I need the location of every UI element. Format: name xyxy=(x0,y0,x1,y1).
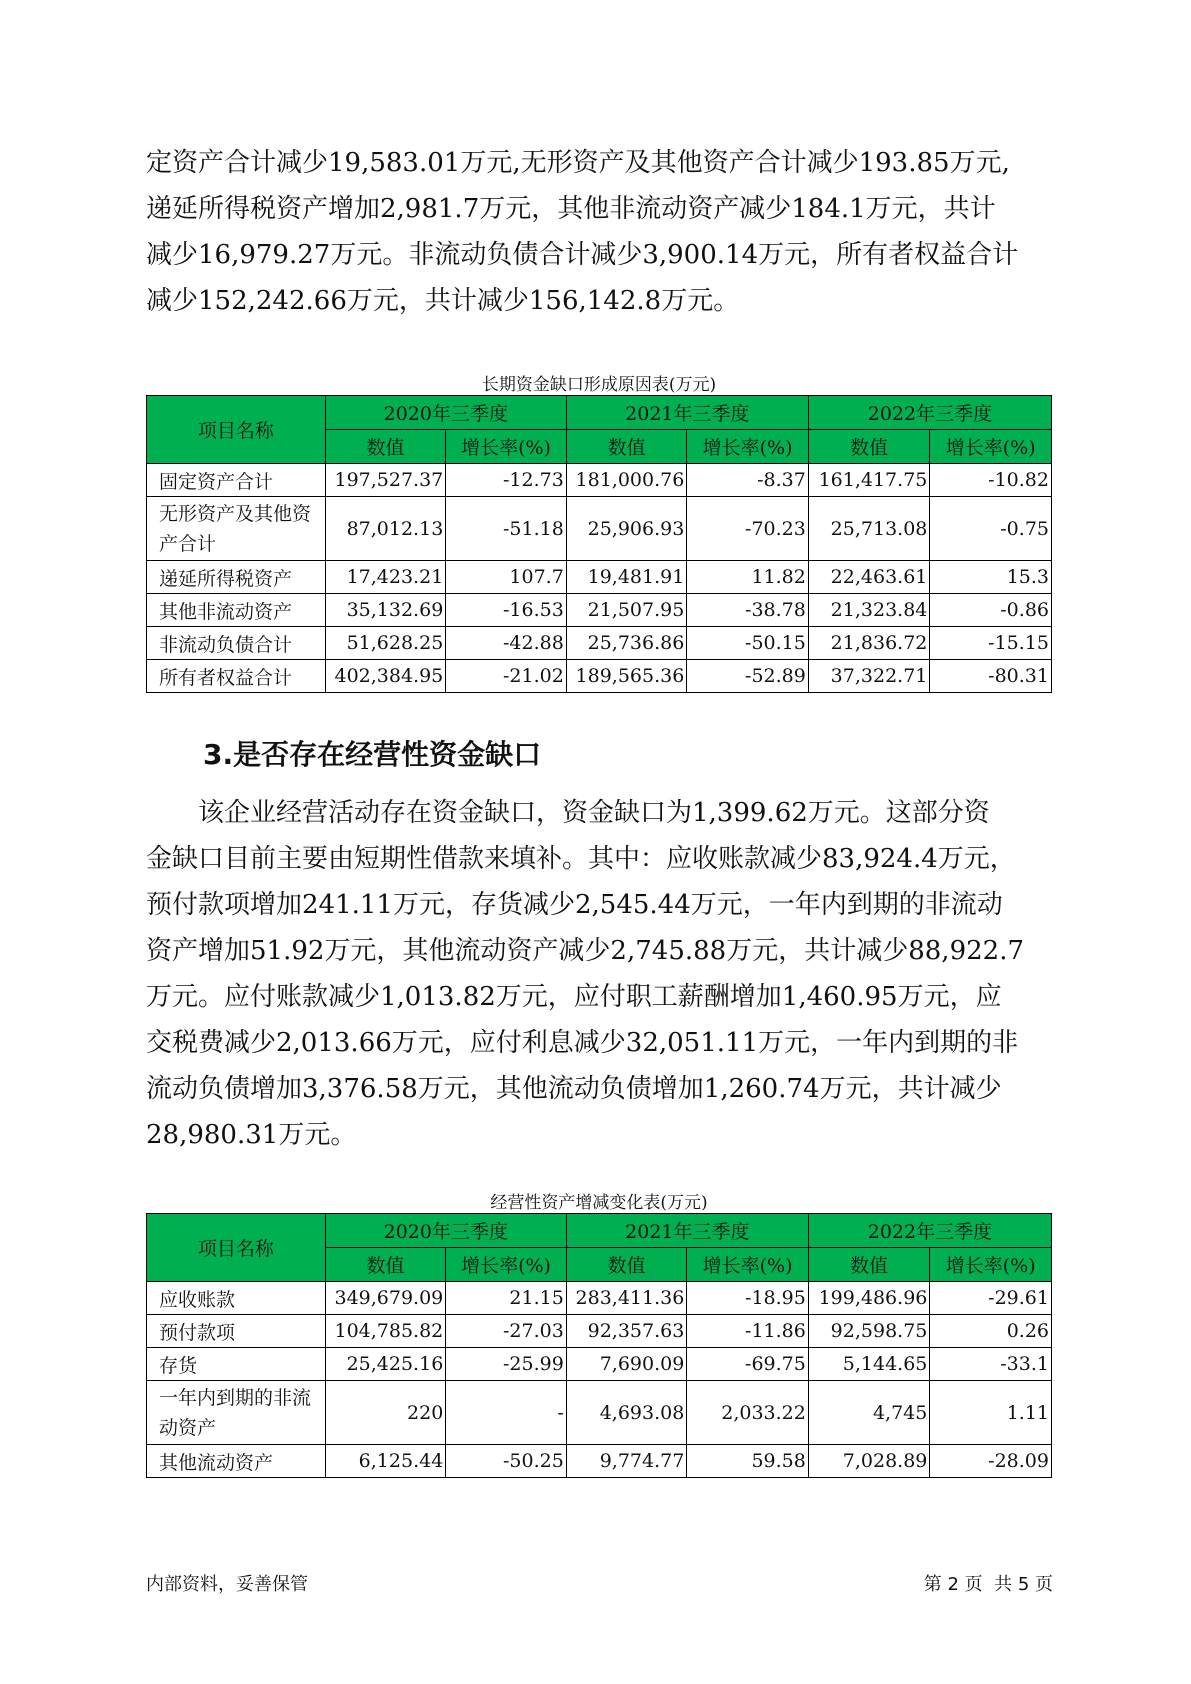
cell-rate: 11.82 xyxy=(687,561,809,594)
header-value: 数值 xyxy=(566,1248,687,1282)
paragraph-line: 资产增加51.92万元，其他流动资产减少2,745.88万元，共计减少88,922.7 xyxy=(146,936,1024,966)
cell-rate: -33.1 xyxy=(930,1348,1052,1381)
cell-value: 4,745 xyxy=(808,1381,930,1445)
cell-rate: 59.58 xyxy=(687,1445,809,1478)
table-row xyxy=(147,561,1052,594)
header-item-name: 项目名称 xyxy=(147,396,326,464)
cell-value: 5,144.65 xyxy=(808,1348,930,1381)
cell-rate: -27.03 xyxy=(446,1315,567,1348)
paragraph-line: 金缺口目前主要由短期性借款来填补。其中：应收账款减少83,924.4万元， xyxy=(146,844,1016,874)
row-name: 预付款项 xyxy=(147,1315,326,1348)
row-name: 非流动负债合计 xyxy=(147,627,326,660)
header-growth-rate: 增长率(%) xyxy=(446,1248,567,1282)
header-year-2022: 2022年三季度 xyxy=(808,396,1051,430)
header-growth-rate: 增长率(%) xyxy=(687,430,809,464)
cell-value: 25,713.08 xyxy=(808,497,930,561)
table-row xyxy=(147,1445,1052,1478)
cell-rate: -21.02 xyxy=(446,660,567,693)
cell-value: 51,628.25 xyxy=(325,627,446,660)
header-year-2021: 2021年三季度 xyxy=(566,396,808,430)
cell-rate: 21.15 xyxy=(446,1282,567,1315)
row-name: 所有者权益合计 xyxy=(147,660,326,693)
cell-rate: -50.25 xyxy=(446,1445,567,1478)
cell-value: 35,132.69 xyxy=(325,594,446,627)
cell-value: 21,836.72 xyxy=(808,627,930,660)
cell-value: 283,411.36 xyxy=(566,1282,687,1315)
cell-value: 199,486.96 xyxy=(808,1282,930,1315)
table-row xyxy=(147,1381,1052,1445)
header-growth-rate: 增长率(%) xyxy=(930,430,1052,464)
cell-value: 87,012.13 xyxy=(325,497,446,561)
paragraph-line: 递延所得税资产增加2,981.7万元，其他非流动资产减少184.1万元，共计 xyxy=(146,194,996,224)
cell-rate: 1.11 xyxy=(930,1381,1052,1445)
header-value: 数值 xyxy=(808,430,930,464)
cell-value: 197,527.37 xyxy=(325,464,446,497)
row-name: 存货 xyxy=(147,1348,326,1381)
paragraph-line: 减少152,242.66万元，共计减少156,142.8万元。 xyxy=(146,286,740,316)
cell-value: 161,417.75 xyxy=(808,464,930,497)
paragraph-line: 流动负债增加3,376.58万元，其他流动负债增加1,260.74万元，共计减少 xyxy=(146,1074,1002,1104)
cell-rate: -0.75 xyxy=(930,497,1052,561)
table-row xyxy=(147,1315,1052,1348)
cell-value: 4,693.08 xyxy=(566,1381,687,1445)
header-value: 数值 xyxy=(325,430,446,464)
cell-value: 104,785.82 xyxy=(325,1315,446,1348)
paragraph-line: 定资产合计减少19,583.01万元,无形资产及其他资产合计减少193.85万元, xyxy=(146,148,1010,178)
header-growth-rate: 增长率(%) xyxy=(687,1248,809,1282)
cell-rate: -80.31 xyxy=(930,660,1052,693)
cell-rate: -70.23 xyxy=(687,497,809,561)
paragraph-line: 减少16,979.27万元。非流动负债合计减少3,900.14万元，所有者权益合计 xyxy=(146,240,1019,270)
header-value: 数值 xyxy=(566,430,687,464)
cell-value: 92,357.63 xyxy=(566,1315,687,1348)
row-name: 其他非流动资产 xyxy=(147,594,326,627)
cell-rate: -42.88 xyxy=(446,627,567,660)
long-term-funding-gap-table xyxy=(146,395,1052,693)
header-year-2020: 2020年三季度 xyxy=(325,1214,566,1248)
cell-rate: -12.73 xyxy=(446,464,567,497)
cell-rate: -50.15 xyxy=(687,627,809,660)
header-item-name: 项目名称 xyxy=(147,1214,326,1282)
cell-rate: 15.3 xyxy=(930,561,1052,594)
cell-value: 25,425.16 xyxy=(325,1348,446,1381)
table-row xyxy=(147,627,1052,660)
header-year-2022: 2022年三季度 xyxy=(808,1214,1051,1248)
table-row xyxy=(147,1282,1052,1315)
paragraph-line: 该企业经营活动存在资金缺口，资金缺口为1,399.62万元。这部分资 xyxy=(198,798,990,828)
cell-rate: -11.86 xyxy=(687,1315,809,1348)
paragraph-line: 万元。应付账款减少1,013.82万元，应付职工薪酬增加1,460.95万元，应 xyxy=(146,982,1002,1012)
cell-rate: -38.78 xyxy=(687,594,809,627)
table-row xyxy=(147,497,1052,561)
cell-rate: 2,033.22 xyxy=(687,1381,809,1445)
cell-rate: -15.15 xyxy=(930,627,1052,660)
table-1-caption: 长期资金缺口形成原因表(万元) xyxy=(481,375,717,395)
paragraph-2 xyxy=(146,790,1046,1158)
cell-value: 220 xyxy=(325,1381,446,1445)
paragraph-line: 预付款项增加241.11万元，存货减少2,545.44万元，一年内到期的非流动 xyxy=(146,890,1003,920)
table-row xyxy=(147,594,1052,627)
table-row xyxy=(147,660,1052,693)
cell-value: 349,679.09 xyxy=(325,1282,446,1315)
cell-value: 189,565.36 xyxy=(566,660,687,693)
cell-rate: -8.37 xyxy=(687,464,809,497)
header-year-2021: 2021年三季度 xyxy=(566,1214,808,1248)
cell-value: 92,598.75 xyxy=(808,1315,930,1348)
cell-rate: -28.09 xyxy=(930,1445,1052,1478)
cell-value: 25,736.86 xyxy=(566,627,687,660)
row-name: 递延所得税资产 xyxy=(147,561,326,594)
cell-value: 21,507.95 xyxy=(566,594,687,627)
cell-value: 181,000.76 xyxy=(566,464,687,497)
cell-value: 25,906.93 xyxy=(566,497,687,561)
row-name: 一年内到期的非流动资产 xyxy=(147,1381,326,1445)
row-name: 固定资产合计 xyxy=(147,464,326,497)
cell-rate: 107.7 xyxy=(446,561,567,594)
cell-rate: -10.82 xyxy=(930,464,1052,497)
cell-value: 402,384.95 xyxy=(325,660,446,693)
cell-rate: -18.95 xyxy=(687,1282,809,1315)
footer-note: 内部资料，妥善保管 xyxy=(146,1574,308,1595)
header-growth-rate: 增长率(%) xyxy=(930,1248,1052,1282)
operating-assets-change-table xyxy=(146,1213,1052,1478)
cell-rate: -0.86 xyxy=(930,594,1052,627)
cell-value: 22,463.61 xyxy=(808,561,930,594)
cell-rate: -16.53 xyxy=(446,594,567,627)
paragraph-1 xyxy=(146,140,1046,324)
cell-rate: -69.75 xyxy=(687,1348,809,1381)
paragraph-line: 交税费减少2,013.66万元，应付利息减少32,051.11万元，一年内到期的非 xyxy=(146,1028,1019,1058)
cell-rate: - xyxy=(446,1381,567,1445)
table-row xyxy=(147,1348,1052,1381)
cell-rate: -25.99 xyxy=(446,1348,567,1381)
header-value: 数值 xyxy=(325,1248,446,1282)
header-growth-rate: 增长率(%) xyxy=(446,430,567,464)
page-number: 第 2 页 共 5 页 xyxy=(923,1574,1053,1595)
header-value: 数值 xyxy=(808,1248,930,1282)
table-row xyxy=(147,464,1052,497)
section-heading: 3.是否存在经营性资金缺口 xyxy=(203,738,542,771)
header-year-2020: 2020年三季度 xyxy=(325,396,566,430)
cell-value: 9,774.77 xyxy=(566,1445,687,1478)
table-2-caption: 经营性资产增减变化表(万元) xyxy=(490,1193,708,1213)
cell-value: 19,481.91 xyxy=(566,561,687,594)
cell-rate: 0.26 xyxy=(930,1315,1052,1348)
row-name: 无形资产及其他资产合计 xyxy=(147,497,326,561)
cell-rate: -29.61 xyxy=(930,1282,1052,1315)
cell-value: 17,423.21 xyxy=(325,561,446,594)
row-name: 其他流动资产 xyxy=(147,1445,326,1478)
cell-rate: -51.18 xyxy=(446,497,567,561)
cell-value: 7,028.89 xyxy=(808,1445,930,1478)
cell-value: 7,690.09 xyxy=(566,1348,687,1381)
cell-value: 37,322.71 xyxy=(808,660,930,693)
row-name: 应收账款 xyxy=(147,1282,326,1315)
cell-value: 6,125.44 xyxy=(325,1445,446,1478)
paragraph-line: 28,980.31万元。 xyxy=(146,1120,357,1150)
cell-value: 21,323.84 xyxy=(808,594,930,627)
cell-rate: -52.89 xyxy=(687,660,809,693)
